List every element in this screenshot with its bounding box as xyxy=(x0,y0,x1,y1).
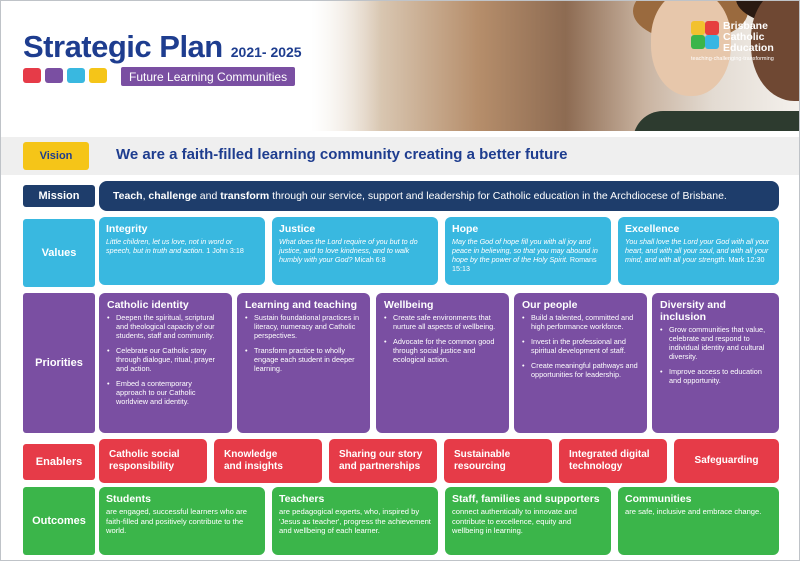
puzzle-pieces-icon xyxy=(23,68,107,83)
value-card-excellence: Excellence You shall love the Lord your God with all your heart, and with all your soul, and with all your mind, and with all your strength. Mark 12:30 xyxy=(618,217,779,285)
enabler-safeguarding: Safeguarding xyxy=(674,439,779,483)
enabler-sustainable-resourcing: Sustainable resourcing xyxy=(444,439,552,483)
mission-label: Mission xyxy=(23,185,95,207)
vision-label: Vision xyxy=(23,142,89,170)
outcome-card-communities: Communities are safe, inclusive and embrace change. xyxy=(618,487,779,555)
value-card-justice: Justice What does the Lord require of you but to do justice, and to love kindness, and to walk humbly with your God? Micah 6:8 xyxy=(272,217,438,285)
outcomes-label: Outcomes xyxy=(23,487,95,555)
priority-card-our-people: Our people • Build a talented, committed and high performance workforce. • Invest in the professional and spiritual development of staff. • Create meaningful pathways and opportunities for leadership. xyxy=(514,293,647,433)
bce-logo xyxy=(691,21,774,54)
title-row xyxy=(23,29,302,65)
logo-text: Brisbane Catholic Education xyxy=(723,20,774,54)
header xyxy=(1,1,800,131)
value-card-integrity: Integrity Little children, let us love, not in word or speech, but in truth and action. 1 John 3:18 xyxy=(99,217,265,285)
value-card-hope: Hope May the God of hope fill you with all joy and peace in believing, so that you may abound in hope by the power of the Holy Spirit. Romans 15:13 xyxy=(445,217,611,285)
mission-statement: Teach, challenge and transform through our service, support and leadership for Catholic education in the Archdiocese of Brisbane. xyxy=(99,181,779,211)
enabler-knowledge-insights: Knowledge and insights xyxy=(214,439,322,483)
priority-card-learning-teaching: Learning and teaching • Sustain foundational practices in literacy, numeracy and Catholic perspectives. • Transform practice to wholly engage each student in deeper learning. xyxy=(237,293,370,433)
priorities-label: Priorities xyxy=(23,293,95,433)
enabler-digital-technology: Integrated digital technology xyxy=(559,439,667,483)
outcome-card-staff-families: Staff, families and supporters connect authentically to innovate and contribute to excellence, equity and wellbeing in learning. xyxy=(445,487,611,555)
outcome-card-students: Students are engaged, successful learners who are faith-filled and positively contribute to the world. xyxy=(99,487,265,555)
logo-tagline: teaching·challenging·transforming xyxy=(691,56,774,62)
outcome-card-teachers: Teachers are pedagogical experts, who, inspired by 'Jesus as teacher', progress the achievement and wellbeing of each learner. xyxy=(272,487,438,555)
enabler-sharing-story: Sharing our story and partnerships xyxy=(329,439,437,483)
vision-text: We are a faith-filled learning community creating a better future xyxy=(116,146,568,163)
logo-icon xyxy=(691,21,719,49)
enablers-label: Enablers xyxy=(23,444,95,480)
values-label: Values xyxy=(23,219,95,287)
priority-card-diversity-inclusion: Diversity and inclusion • Grow communities that value, celebrate and respond to individual identity and cultural diversity. • Improve access to education and opportunity. xyxy=(652,293,779,433)
page-title: Strategic Plan xyxy=(23,29,223,64)
priority-card-wellbeing: Wellbeing • Create safe environments that nurture all aspects of wellbeing. • Advocate for the common good through social justice and ecological action. xyxy=(376,293,509,433)
subtitle-badge: Future Learning Communities xyxy=(121,67,295,86)
priority-card-catholic-identity: Catholic identity • Deepen the spiritual, scriptural and theological capacity of our students, staff and community. • Celebrate our Catholic story through dialogue, ritual, prayer and action. • Embed a contemporary approach to our Catholic worldview and identity. xyxy=(99,293,232,433)
enabler-social-responsibility: Catholic social responsibility xyxy=(99,439,207,483)
plan-years: 2021- 2025 xyxy=(230,44,302,60)
